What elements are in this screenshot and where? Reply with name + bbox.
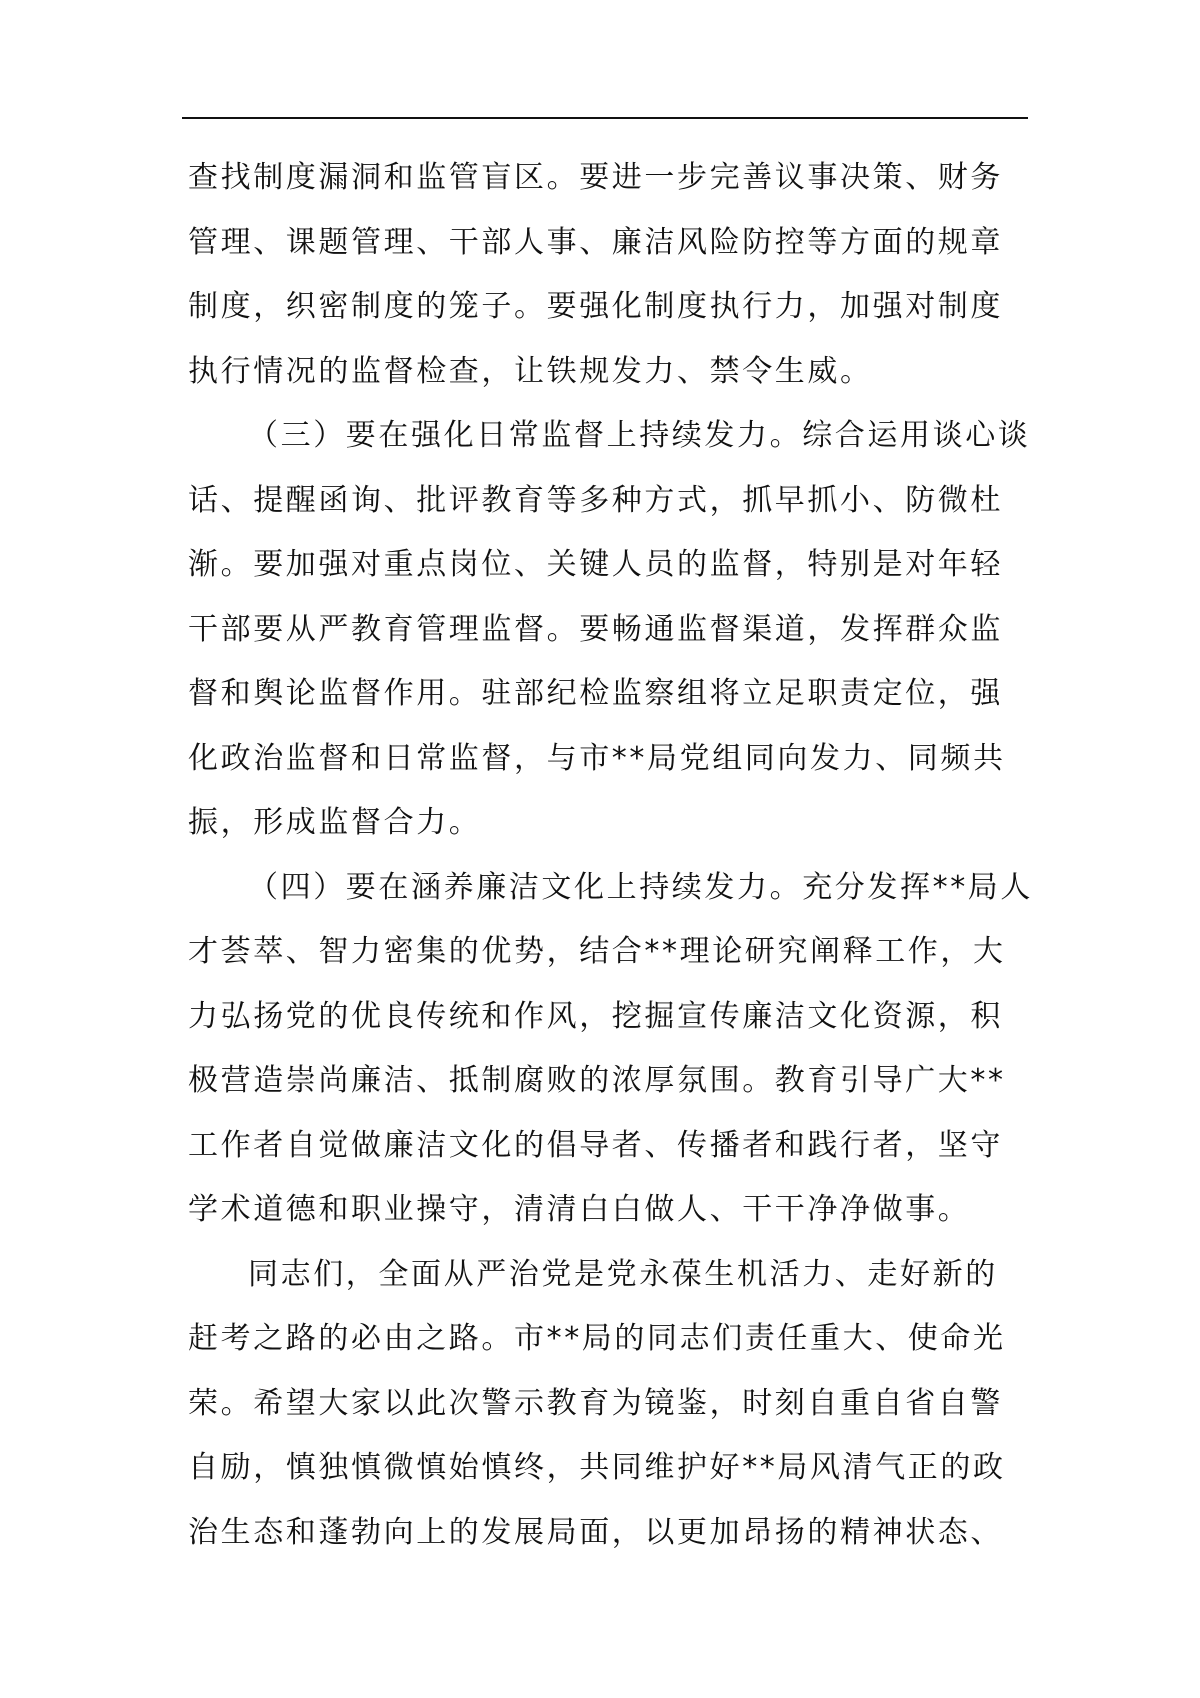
text-line: 干部要从严教育管理监督。要畅通监督渠道，发挥群众监 bbox=[188, 611, 1003, 647]
header-rule bbox=[182, 117, 1028, 119]
text-line: 振，形成监督合力。 bbox=[188, 805, 482, 840]
document-body bbox=[188, 158, 1048, 1577]
text-line: 同志们，全面从严治党是党永葆生机活力、走好新的 bbox=[248, 1256, 998, 1292]
text-line: 治生态和蓬勃向上的发展局面，以更加昂扬的精神状态、 bbox=[188, 1514, 1003, 1550]
text-line: 查找制度漏洞和监管盲区。要进一步完善议事决策、财务 bbox=[188, 160, 1003, 195]
text-line: 管理、课题管理、干部人事、廉洁风险防控等方面的规章 bbox=[188, 224, 1003, 260]
text-line: 工作者自觉做廉洁文化的倡导者、传播者和践行者，坚守 bbox=[188, 1127, 1003, 1163]
text-line: （三）要在强化日常监督上持续发力。综合运用谈心谈 bbox=[248, 418, 1031, 453]
text-line: 话、提醒函询、批评教育等多种方式，抓早抓小、防微杜 bbox=[188, 482, 1003, 518]
text-line: 极营造崇尚廉洁、抵制腐败的浓厚氛围。教育引导广大** bbox=[188, 1063, 1006, 1098]
text-line: 才荟萃、智力密集的优势，结合**理论研究阐释工作，大 bbox=[188, 934, 1006, 969]
text-line: 督和舆论监督作用。驻部纪检监察组将立足职责定位，强 bbox=[188, 676, 1003, 711]
text-line: 制度，织密制度的笼子。要强化制度执行力，加强对制度 bbox=[188, 289, 1003, 324]
text-line: （四）要在涵养廉洁文化上持续发力。充分发挥**局人 bbox=[248, 869, 1033, 905]
text-line: 自励，慎独慎微慎始慎终，共同维护好**局风清气正的政 bbox=[188, 1450, 1006, 1485]
text-line: 渐。要加强对重点岗位、关键人员的监督，特别是对年轻 bbox=[188, 547, 1003, 582]
text-line: 化政治监督和日常监督，与市**局党组同向发力、同频共 bbox=[188, 740, 1006, 776]
text-line: 执行情况的监督检查，让铁规发力、禁令生威。 bbox=[188, 353, 873, 389]
text-line: 学术道德和职业操守，清清白白做人、干干净净做事。 bbox=[188, 1192, 971, 1227]
text-line: 荣。希望大家以此次警示教育为镜鉴，时刻自重自省自警 bbox=[188, 1385, 1003, 1421]
text-line: 赶考之路的必由之路。市**局的同志们责任重大、使命光 bbox=[188, 1321, 1006, 1356]
text-line: 力弘扬党的优良传统和作风，挖掘宣传廉洁文化资源，积 bbox=[188, 998, 1003, 1034]
